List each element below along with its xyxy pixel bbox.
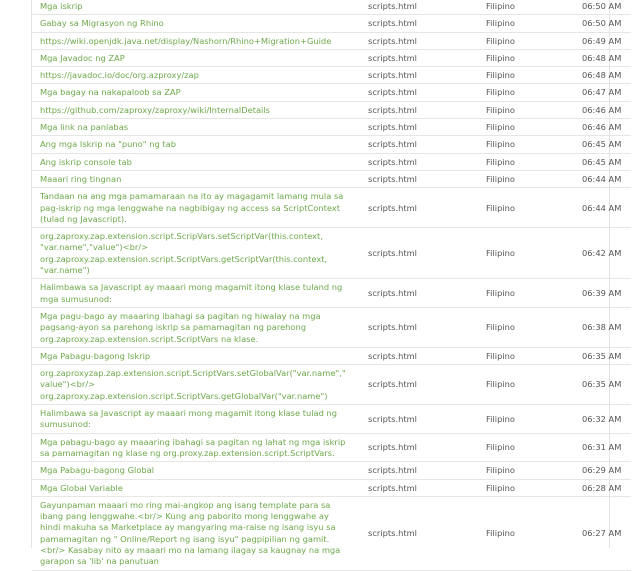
language-cell: Filipino <box>472 433 570 462</box>
source-text-cell <box>32 153 354 170</box>
language-cell: Filipino <box>472 365 570 405</box>
timestamp-cell: 06:44 AM <box>570 188 631 228</box>
file-name-cell: scripts.html <box>354 136 472 153</box>
file-name-cell: scripts.html <box>354 32 472 49</box>
source-text-cell <box>32 433 354 462</box>
table-row <box>32 479 631 496</box>
source-text-cell <box>32 228 354 279</box>
timestamp-cell: 06:38 AM <box>570 307 631 347</box>
source-string-link[interactable]: Halimbawa sa Javascript ay maaari mong magamit itong klase tuland ng mga sumusunod: <box>40 282 343 304</box>
source-string-link[interactable]: Tandaan na ang mga pamamaraan na ito ay magagamit lamang mula sa pag-iskrip ng mga lenggwahe na nagbibigay ng access sa ScriptContext (tulad ng Javascript). <box>40 191 344 224</box>
language-cell: Filipino <box>472 84 570 101</box>
source-string-link[interactable]: Maaari ring tingnan <box>40 173 122 184</box>
source-string-link[interactable]: Halimbawa sa Javascript ay maaari mong magamit itong klase tulad ng sumusunod: <box>40 408 338 430</box>
table-row <box>32 32 631 49</box>
file-name-cell: scripts.html <box>354 153 472 170</box>
source-string-link[interactable]: https://javadoc.io/doc/org.azproxy/zap <box>40 70 199 81</box>
source-text-cell <box>32 170 354 187</box>
file-name-cell: scripts.html <box>354 433 472 462</box>
language-cell: Filipino <box>472 462 570 479</box>
source-string-link[interactable]: Mga Pabagu-bagong Global <box>40 465 155 476</box>
timestamp-cell: 06:42 AM <box>570 228 631 279</box>
timestamp-cell: 06:45 AM <box>570 136 631 153</box>
source-string-link[interactable]: org.zaproxyzap.zap.extension.script.ScriptVars.setGlobalVar("var.name","value")<br/> org.zaproxy.zap.extension.script.ScriptVars.getGlobalVar("var.name") <box>40 368 346 401</box>
source-text-cell <box>32 84 354 101</box>
file-name-cell: scripts.html <box>354 462 472 479</box>
source-text-cell <box>32 462 354 479</box>
timestamp-cell: 06:35 AM <box>570 347 631 364</box>
language-cell: Filipino <box>472 307 570 347</box>
source-text-cell <box>32 496 354 570</box>
source-string-link[interactable]: Ang iskrip console tab <box>40 156 132 167</box>
source-string-link[interactable]: Ang mga Iskrip na "puno" ng tab <box>40 139 176 150</box>
file-name-cell: scripts.html <box>354 365 472 405</box>
table-row <box>32 49 631 66</box>
source-text-cell <box>32 136 354 153</box>
source-text-cell <box>32 32 354 49</box>
table-row <box>32 462 631 479</box>
language-cell: Filipino <box>472 279 570 308</box>
source-text-cell <box>32 347 354 364</box>
timestamp-cell: 06:46 AM <box>570 101 631 118</box>
table-row <box>32 15 631 32</box>
language-cell: Filipino <box>472 347 570 364</box>
file-name-cell: scripts.html <box>354 84 472 101</box>
source-string-link[interactable]: Mga link na panlabas <box>40 122 129 133</box>
language-cell: Filipino <box>472 153 570 170</box>
language-cell: Filipino <box>472 101 570 118</box>
timestamp-cell: 06:44 AM <box>570 170 631 187</box>
timestamp-cell: 06:48 AM <box>570 49 631 66</box>
table-row <box>32 153 631 170</box>
table-row <box>32 433 631 462</box>
language-cell: Filipino <box>472 49 570 66</box>
source-text-cell <box>32 479 354 496</box>
timestamp-cell: 06:31 AM <box>570 433 631 462</box>
source-string-link[interactable]: Mga Javadoc ng ZAP <box>40 52 125 63</box>
file-name-cell: scripts.html <box>354 279 472 308</box>
source-string-link[interactable]: Gayunpaman maaari mo ring mai-angkop ang isang template para sa ibang pang lenggwahe.<br/> Kung ang paborito mong lenggwahe ay hindi makuha sa Marketplace ay mangyaring ma-raise ng isang isyu sa pamamagitan ng " Online/Report ng isang isyu" pagpipilian ng gamit.<br/> Kasabay nito ay maaari mo na lamang ilagay sa kaugnay na mga garapon sa 'lib' na panutuan <box>40 499 341 567</box>
source-text-cell <box>32 307 354 347</box>
file-name-cell: scripts.html <box>354 228 472 279</box>
source-text-cell <box>32 49 354 66</box>
table-row <box>32 496 631 570</box>
table-row <box>32 0 631 15</box>
language-cell: Filipino <box>472 119 570 136</box>
timestamp-cell: 06:49 AM <box>570 32 631 49</box>
timestamp-cell: 06:50 AM <box>570 15 631 32</box>
file-name-cell: scripts.html <box>354 170 472 187</box>
file-name-cell: scripts.html <box>354 119 472 136</box>
source-string-link[interactable]: Mga iskrip <box>40 1 83 11</box>
language-cell: Filipino <box>472 15 570 32</box>
source-text-cell <box>32 15 354 32</box>
file-name-cell: scripts.html <box>354 307 472 347</box>
timestamp-cell: 06:48 AM <box>570 67 631 84</box>
table-row <box>32 67 631 84</box>
source-text-cell <box>32 279 354 308</box>
language-cell: Filipino <box>472 67 570 84</box>
file-name-cell: scripts.html <box>354 405 472 434</box>
language-cell: Filipino <box>472 496 570 570</box>
language-cell: Filipino <box>472 32 570 49</box>
file-name-cell: scripts.html <box>354 0 472 15</box>
file-name-cell: scripts.html <box>354 496 472 570</box>
table-row <box>32 279 631 308</box>
file-name-cell: scripts.html <box>354 15 472 32</box>
table-row <box>32 365 631 405</box>
language-cell: Filipino <box>472 405 570 434</box>
source-string-link[interactable]: org.zaproxy.zap.extension.script.ScripVars.setScriptVar(this.context, "var.name","value")<br/> org.zaproxy.zap.extension.script.ScriptVars.getScriptVar(this.context, "var.name") <box>40 231 328 276</box>
source-string-link[interactable]: https://github.com/zaproxy/zaproxy/wiki/InternalDetails <box>40 104 270 115</box>
source-string-link[interactable]: Mga bagay na nakapaloob sa ZAP <box>40 87 181 98</box>
source-text-cell <box>32 188 354 228</box>
source-text-cell <box>32 405 354 434</box>
language-cell: Filipino <box>472 479 570 496</box>
language-cell: Filipino <box>472 228 570 279</box>
source-text-cell <box>32 0 354 15</box>
table-row <box>32 307 631 347</box>
strings-table <box>32 0 631 571</box>
timestamp-cell: 06:28 AM <box>570 479 631 496</box>
language-cell: Filipino <box>472 188 570 228</box>
file-name-cell: scripts.html <box>354 101 472 118</box>
table-row <box>32 405 631 434</box>
table-row <box>32 136 631 153</box>
source-text-cell <box>32 365 354 405</box>
table-row <box>32 84 631 101</box>
file-name-cell: scripts.html <box>354 67 472 84</box>
table-row <box>32 170 631 187</box>
source-text-cell <box>32 101 354 118</box>
table-row <box>32 188 631 228</box>
language-cell: Filipino <box>472 0 570 15</box>
timestamp-cell: 06:45 AM <box>570 153 631 170</box>
language-cell: Filipino <box>472 170 570 187</box>
timestamp-cell: 06:50 AM <box>570 0 631 15</box>
source-string-link[interactable]: Gabay sa Migrasyon ng Rhino <box>40 18 164 29</box>
strings-table-body <box>32 0 631 570</box>
timestamp-cell: 06:39 AM <box>570 279 631 308</box>
timestamp-cell: 06:29 AM <box>570 462 631 479</box>
source-text-cell <box>32 67 354 84</box>
table-row <box>32 119 631 136</box>
language-cell: Filipino <box>472 136 570 153</box>
file-name-cell: scripts.html <box>354 347 472 364</box>
timestamp-cell: 06:46 AM <box>570 119 631 136</box>
file-name-cell: scripts.html <box>354 188 472 228</box>
source-text-cell <box>32 119 354 136</box>
table-row <box>32 228 631 279</box>
source-string-link[interactable]: Mga Pabagu-bagong Iskrip <box>40 350 151 361</box>
file-name-cell: scripts.html <box>354 49 472 66</box>
timestamp-cell: 06:27 AM <box>570 496 631 570</box>
timestamp-cell: 06:35 AM <box>570 365 631 405</box>
timestamp-cell: 06:47 AM <box>570 84 631 101</box>
source-string-link[interactable]: https://wiki.openjdk.java.net/display/Nashorn/Rhino+Migration+Guide <box>40 35 332 46</box>
timestamp-cell: 06:32 AM <box>570 405 631 434</box>
source-string-link[interactable]: Mga pabagu-bago ay maaaring ibahagi sa pagitan ng lahat ng mga iskrip sa pamamagitan ng klase ng org.proxy.zap.extension.script.ScriptVars. <box>40 436 346 458</box>
source-string-link[interactable]: Mga Global Variable <box>40 482 123 493</box>
table-row <box>32 101 631 118</box>
table-row <box>32 347 631 364</box>
source-string-link[interactable]: Mga pagu-bago ay maaaring ibahagi sa pagitan ng hiwalay na mga pagsang-ayon sa parehong iskrip sa pamamagitan ng parehong org.zaproxy.zap.extension.script.ScriptVars na klase. <box>40 310 321 344</box>
file-name-cell: scripts.html <box>354 479 472 496</box>
